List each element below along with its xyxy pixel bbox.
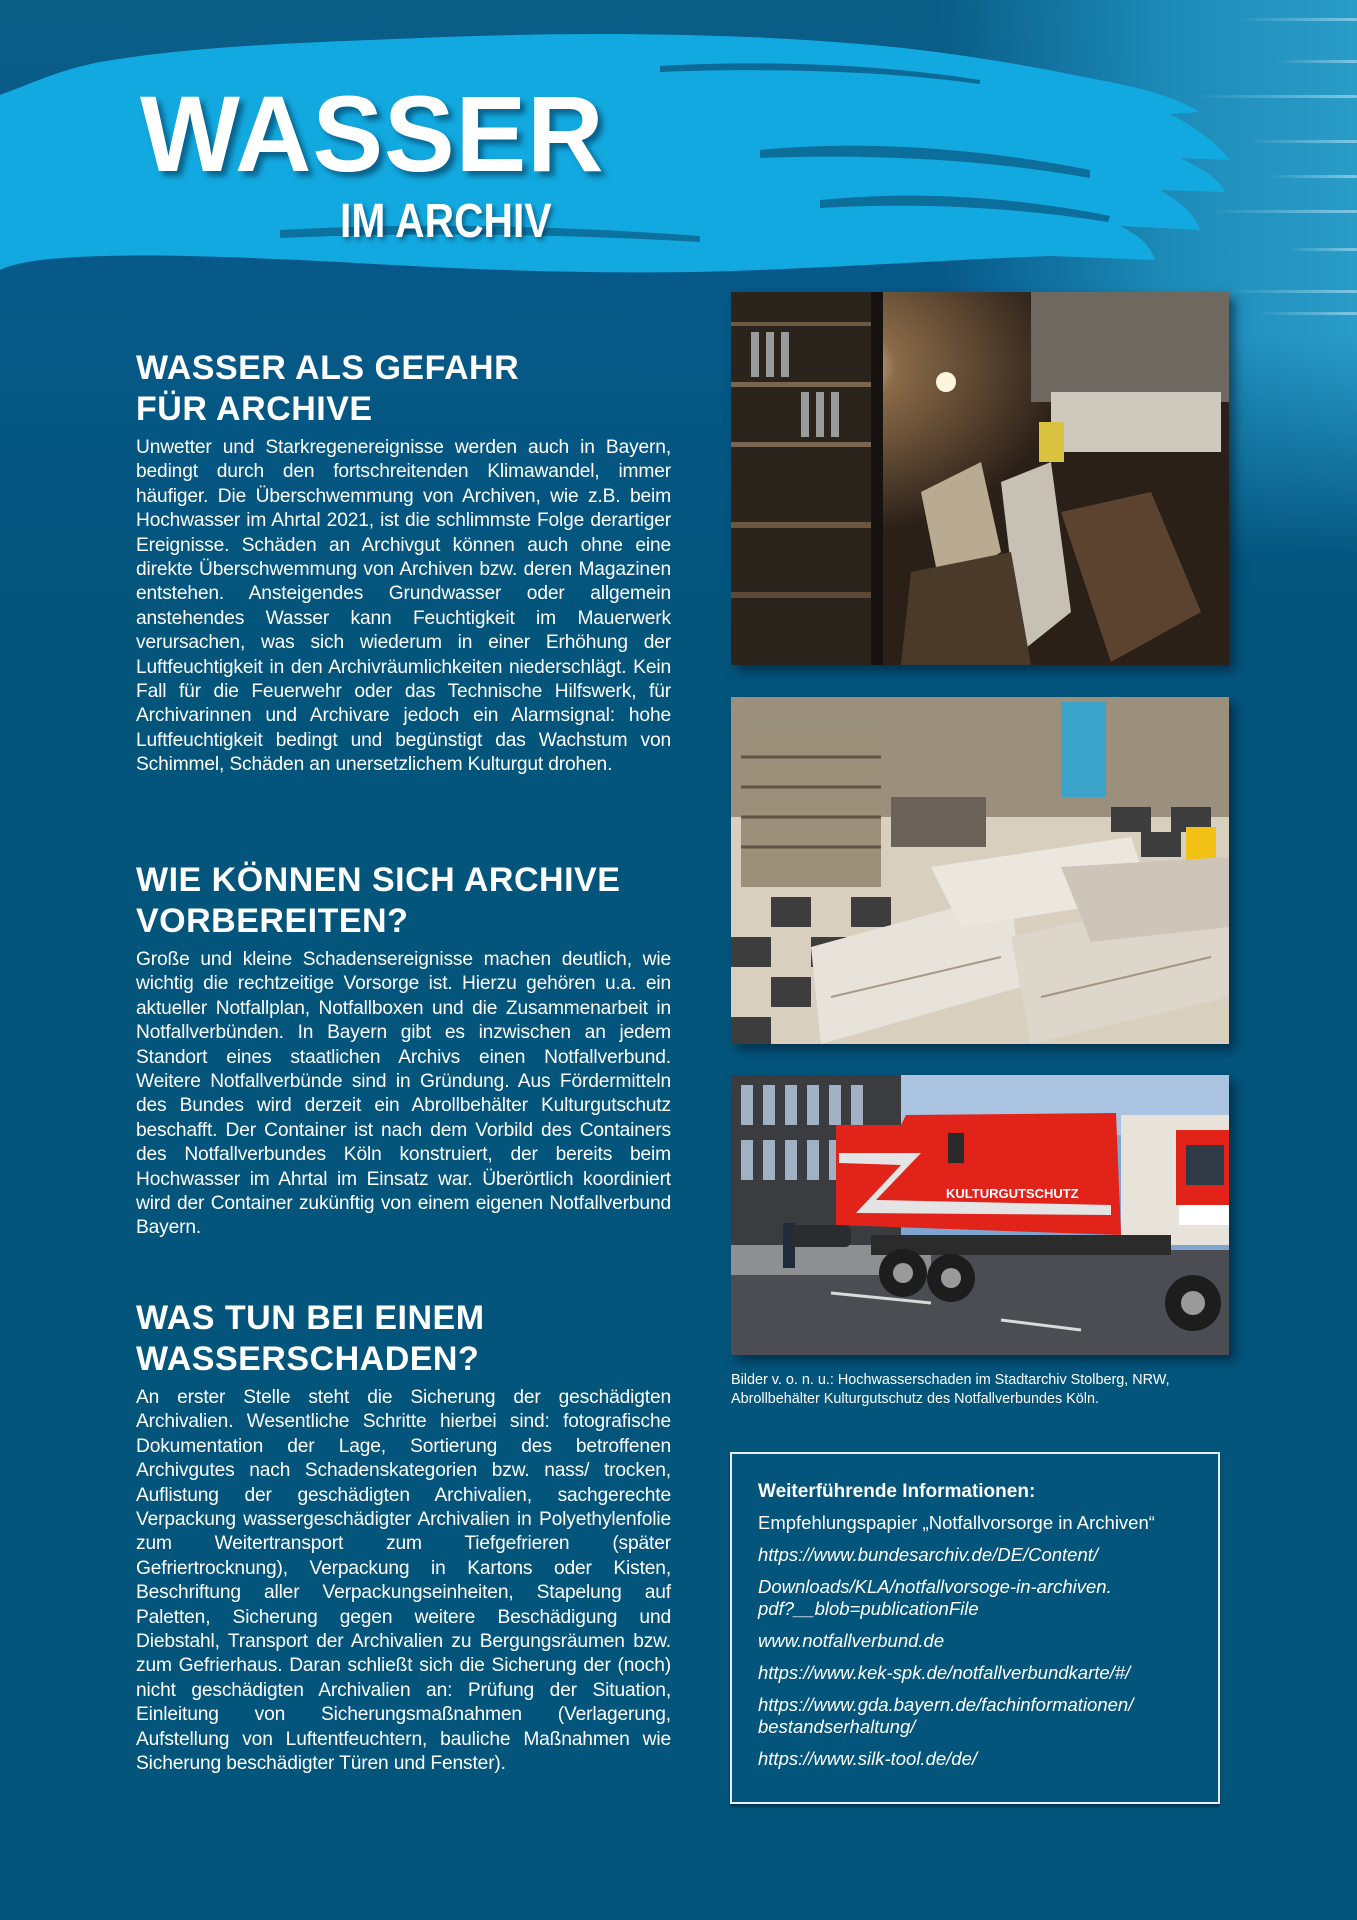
section-preparation — [136, 860, 671, 1241]
section-body: Unwetter und Starkregenereignisse werden auch in Bayern, bedingt durch den fortschreitenden Klimawandel, immer häufiger. Die Überschwemmung von Archiven, wie z.B. beim Hochwasser im Ahrtal 2021, ist die schlimmste Folge derartiger Ereignisse. Schäden an Archivgut können auch ohne eine direkte Überschwemmung von Archiven bzw. deren Magazinen entstehen. Ansteigendes Grundwasser oder allgemein anstehendes Wasser kann Feuchtigkeit im Mauerwerk verursachen, was sich wiederum in einer Erhöhung der Luftfeuchtigkeit in den Archivräumlichkeiten niederschlägt. Kein Fall für die Feuerwehr oder das Technische Hilfswerk, für Archivarinnen und Archivare jedoch ein Alarmsignal: hohe Luftfeuchtigkeit bedingt und begünstigt das Wachstum von Schimmel, Schäden an unersetzlichem Kulturgut drohen. — [136, 437, 671, 776]
container-label: KULTURGUTSCHUTZ — [946, 1186, 1079, 1201]
section-body: An erster Stelle steht die Sicherung der geschädigten Archivalien. Wesentliche Schritte hierbei sind: fotografische Dokumentation der Lage, Sortierung des betroffenen Archivgutes nach Schadenskategorien bzw. nass/ trocken, Auflistung der geschädigten Archivalien, sachgerechte Verpackung wassergeschädigter Archivalien in Polyethylenfolie zum Weitertransport zum Tiefgefrieren (später Gefriertrocknung), Verpackung in Kartons oder Kisten, Beschriftung aller Verpackungseinheiten, Stapelung auf Paletten, Sicherung gegen weitere Beschädigung und Diebstahl, Transport der Archivalien zu Bergungsräumen bzw. zum Gefrierhaus. Daran schließt sich die Sicherung der (noch) nicht geschädigten Archivalien an: Prüfung der Situation, Einleitung von Sicherungsmaßnahmen (Verlagerung, Aufstellung von Luftentfeuchtern, bauliche Maßnahmen wie Sicherung beschädigter Türen und Fenster). — [136, 1387, 671, 1775]
photo-caption: Bilder v. o. n. u.: Hochwasserschaden im Stadtarchiv Stolberg, NRW, Abrollbehälter Kulturgutschutz des Notfallverbundes Köln. — [731, 1372, 1170, 1407]
section-heading: WAS TUN BEI EINEM WASSERSCHADEN? — [136, 1299, 485, 1378]
info-reference: Empfehlungspapier „Notfallvorsorge in Archiven“ — [758, 1512, 1155, 1533]
info-link[interactable]: https://www.bundesarchiv.de/DE/Content/ — [758, 1544, 1099, 1565]
photo-flooded-archive — [731, 292, 1229, 665]
section-danger — [136, 348, 671, 778]
info-link[interactable]: https://www.kek-spk.de/notfallverbundkarte/#/ — [758, 1662, 1131, 1683]
flooded-archive-image — [731, 292, 1229, 665]
truck-image — [731, 1075, 1229, 1355]
info-link[interactable]: https://www.gda.bayern.de/fachinformationen/ bestandserhaltung/ — [758, 1694, 1134, 1737]
poster-subtitle: IM ARCHIV — [340, 195, 552, 248]
section-body: Große und kleine Schadensereignisse machen deutlich, wie wichtig die rechtzeitige Vorsorge ist. Hierzu gehören u.a. ein aktueller Notfallplan, Notfallboxen und die Zusammenarbeit in Notfallverbünden. In Bayern gibt es inzwischen an jedem Standort eines staatlichen Archivs einen Notfallverbund. Weitere Notfallverbünde sind in Gründung. Aus Fördermitteln des Bundes wird derzeit ein Abrollbehälter Kulturgutschutz beschafft. Der Container ist nach dem Vorbild des Containers des Notfallverbundes Köln konstruiert, der bereits beim Hochwasser im Ahrtal im Einsatz war. Überörtlich koordiniert wird der Container zukünftig von einem eigenen Notfallverbund Bayern. — [136, 949, 671, 1239]
muddy-boxes-image — [731, 697, 1229, 1044]
section-water-damage — [136, 1298, 671, 1777]
section-heading: WIE KÖNNEN SICH ARCHIVE VORBEREITEN? — [136, 861, 621, 940]
info-box-title: Weiterführende Informationen: — [758, 1481, 1036, 1502]
further-information-box — [730, 1452, 1220, 1804]
section-heading: WASSER ALS GEFAHR FÜR ARCHIVE — [136, 349, 520, 428]
info-link[interactable]: Downloads/KLA/notfallvorsoge-in-archiven. pdf?__blob=publicationFile — [758, 1576, 1112, 1619]
photo-muddy-boxes — [731, 697, 1229, 1044]
poster-title: WASSER — [140, 73, 605, 194]
info-link[interactable]: https://www.silk-tool.de/de/ — [758, 1748, 978, 1769]
info-link[interactable]: www.notfallverbund.de — [758, 1630, 945, 1651]
photo-kulturgutschutz-truck — [731, 1075, 1229, 1355]
